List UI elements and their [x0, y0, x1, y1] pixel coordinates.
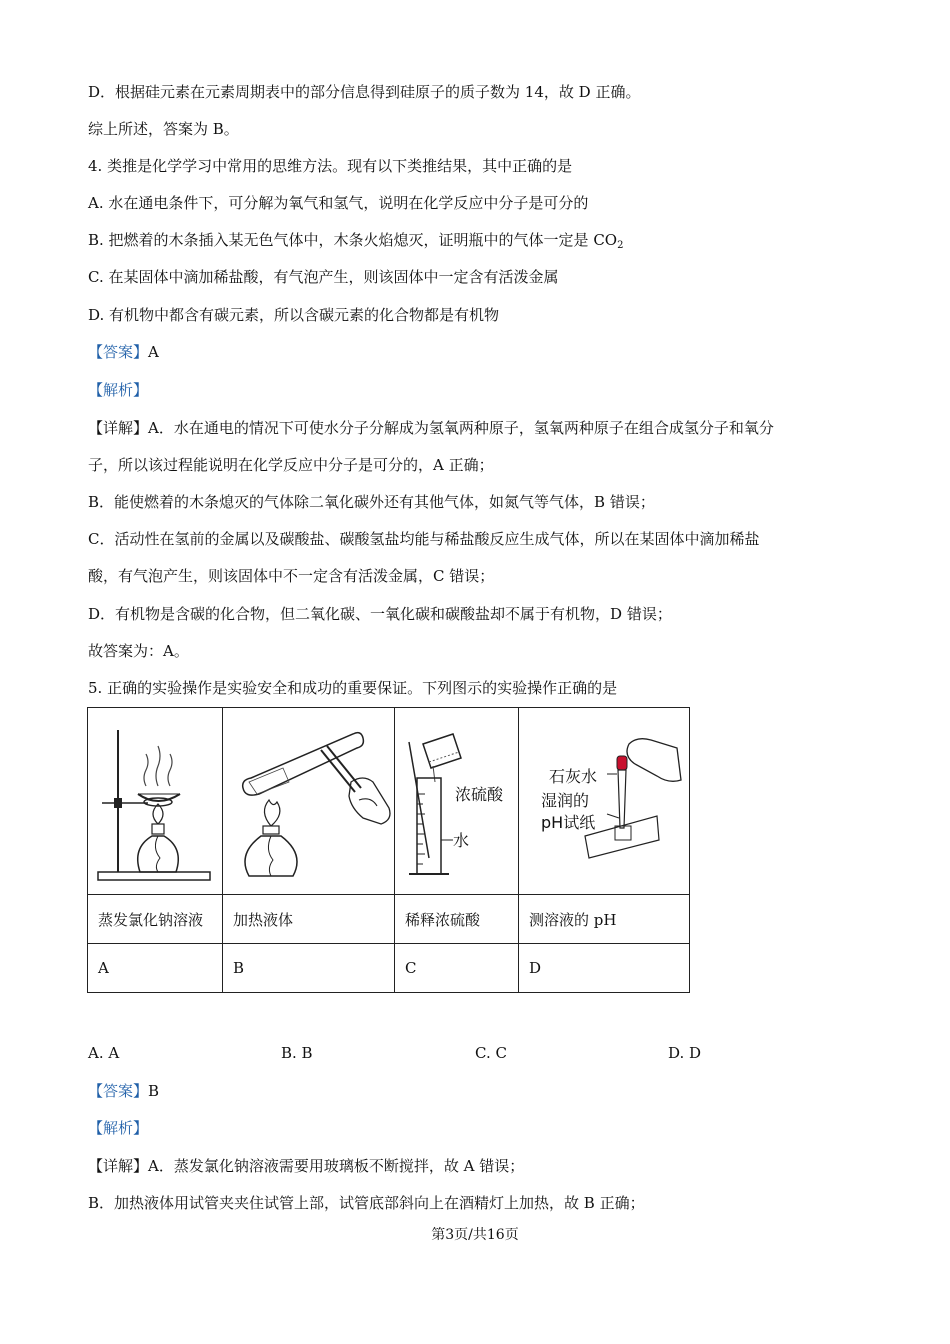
- conc-sulfuric-acid-label: 浓硫酸: [455, 785, 504, 804]
- letter-c: C: [395, 944, 519, 993]
- page-footer: 第3页/共16页: [431, 1227, 519, 1243]
- moist-label: 湿润的: [541, 791, 590, 810]
- q5-detail-a: [88, 1156, 524, 1176]
- q5-analysis: [88, 1118, 148, 1138]
- figure-c-cell: [395, 708, 519, 895]
- q5-detail-b: B．加热液体用试管夹夹住试管上部，试管底部斜向上在酒精灯上加热，故 B 正确；: [88, 1194, 645, 1212]
- dilution-figure: [395, 708, 518, 894]
- q5-option-b: B. B: [281, 1044, 313, 1062]
- question-5-stem: 5. 正确的实验操作是实验安全和成功的重要保证。下列图示的实验操作正确的是: [88, 679, 618, 697]
- analysis-tag: 【解析】: [88, 1119, 149, 1137]
- q4-detail-d: D．有机物是含碳的化合物，但二氧化碳、一氧化碳和碳酸盐却不属于有机物，D 错误；: [88, 605, 672, 623]
- letter-d: D: [519, 944, 690, 993]
- q4-analysis: [88, 380, 148, 400]
- q5-options: [88, 1044, 788, 1064]
- detail-tag: 【详解】: [88, 1157, 149, 1175]
- q5-answer: [88, 1081, 159, 1101]
- caption-d: 测溶液的 pH: [519, 895, 690, 944]
- q4-option-b-text: B. 把燃着的木条插入某无色气体中，木条火焰熄灭，证明瓶中的气体一定是 CO: [88, 231, 618, 249]
- letter-b: B: [223, 944, 395, 993]
- q5-option-a: A. A: [88, 1044, 120, 1062]
- q4-option-b: [88, 230, 623, 256]
- q4-answer: [88, 342, 159, 362]
- text-line: 综上所述，答案为 B。: [88, 120, 239, 138]
- answer-tag: 【答案】: [88, 343, 149, 361]
- q4-detail-c1: C．活动性在氢前的金属以及碳酸盐、碳酸氢盐均能与稀盐酸反应生成气体，所以在某固体中滴加稀盐: [88, 530, 760, 548]
- detail-text: A．蒸发氯化钠溶液需要用玻璃板不断搅拌，故 A 错误；: [148, 1157, 525, 1175]
- q4-option-c: C. 在某固体中滴加稀盐酸，有气泡产生，则该固体中一定含有活泼金属: [88, 268, 559, 286]
- figure-a-cell: [88, 708, 223, 895]
- letter-a: A: [88, 944, 223, 993]
- ph-test-figure: [519, 708, 689, 894]
- caption-a: 蒸发氯化钠溶液: [88, 895, 223, 944]
- experiment-table: [87, 707, 690, 993]
- q4-option-d: D. 有机物中都含有碳元素，所以含碳元素的化合物都是有机物: [88, 306, 500, 324]
- heating-liquid-figure: [223, 708, 394, 894]
- figure-d-cell: [519, 708, 690, 895]
- water-label: 水: [453, 831, 470, 850]
- analysis-tag: 【解析】: [88, 381, 149, 399]
- figure-b-cell: [223, 708, 395, 895]
- text-line: D．根据硅元素在元素周期表中的部分信息得到硅原子的质子数为 14，故 D 正确。: [88, 83, 641, 101]
- question-4-stem: 4. 类推是化学学习中常用的思维方法。现有以下类推结果，其中正确的是: [88, 157, 573, 175]
- q4-detail-b: B．能使燃着的木条熄灭的气体除二氧化碳外还有其他气体，如氮气等气体，B 错误；: [88, 493, 655, 511]
- detail-text: A．水在通电的情况下可使水分子分解成为氢氧两种原子，氢氧两种原子在组合成氢分子和氧分: [148, 419, 774, 437]
- q4-conclusion: 故答案为：A。: [88, 642, 189, 660]
- detail-tag: 【详解】: [88, 419, 149, 437]
- q5-option-c: C. C: [475, 1044, 507, 1062]
- subscript: 2: [617, 240, 624, 251]
- q4-detail-a1: [88, 418, 774, 438]
- q5-option-d: D. D: [668, 1044, 702, 1062]
- answer-value: A: [148, 343, 159, 361]
- limewater-label: 石灰水: [549, 767, 598, 786]
- answer-tag: 【答案】: [88, 1082, 149, 1100]
- ph-paper-label: pH试纸: [541, 813, 596, 832]
- q4-detail-a2: 子，所以该过程能说明在化学反应中分子是可分的，A 正确；: [88, 456, 494, 474]
- q4-detail-c2: 酸，有气泡产生，则该固体中不一定含有活泼金属，C 错误；: [88, 567, 495, 585]
- evaporation-figure: [88, 708, 222, 894]
- answer-value: B: [148, 1082, 160, 1100]
- caption-b: 加热液体: [223, 895, 395, 944]
- caption-c: 稀释浓硫酸: [395, 895, 519, 944]
- q4-option-a: A. 水在通电条件下，可分解为氧气和氢气，说明在化学反应中分子是可分的: [88, 194, 589, 212]
